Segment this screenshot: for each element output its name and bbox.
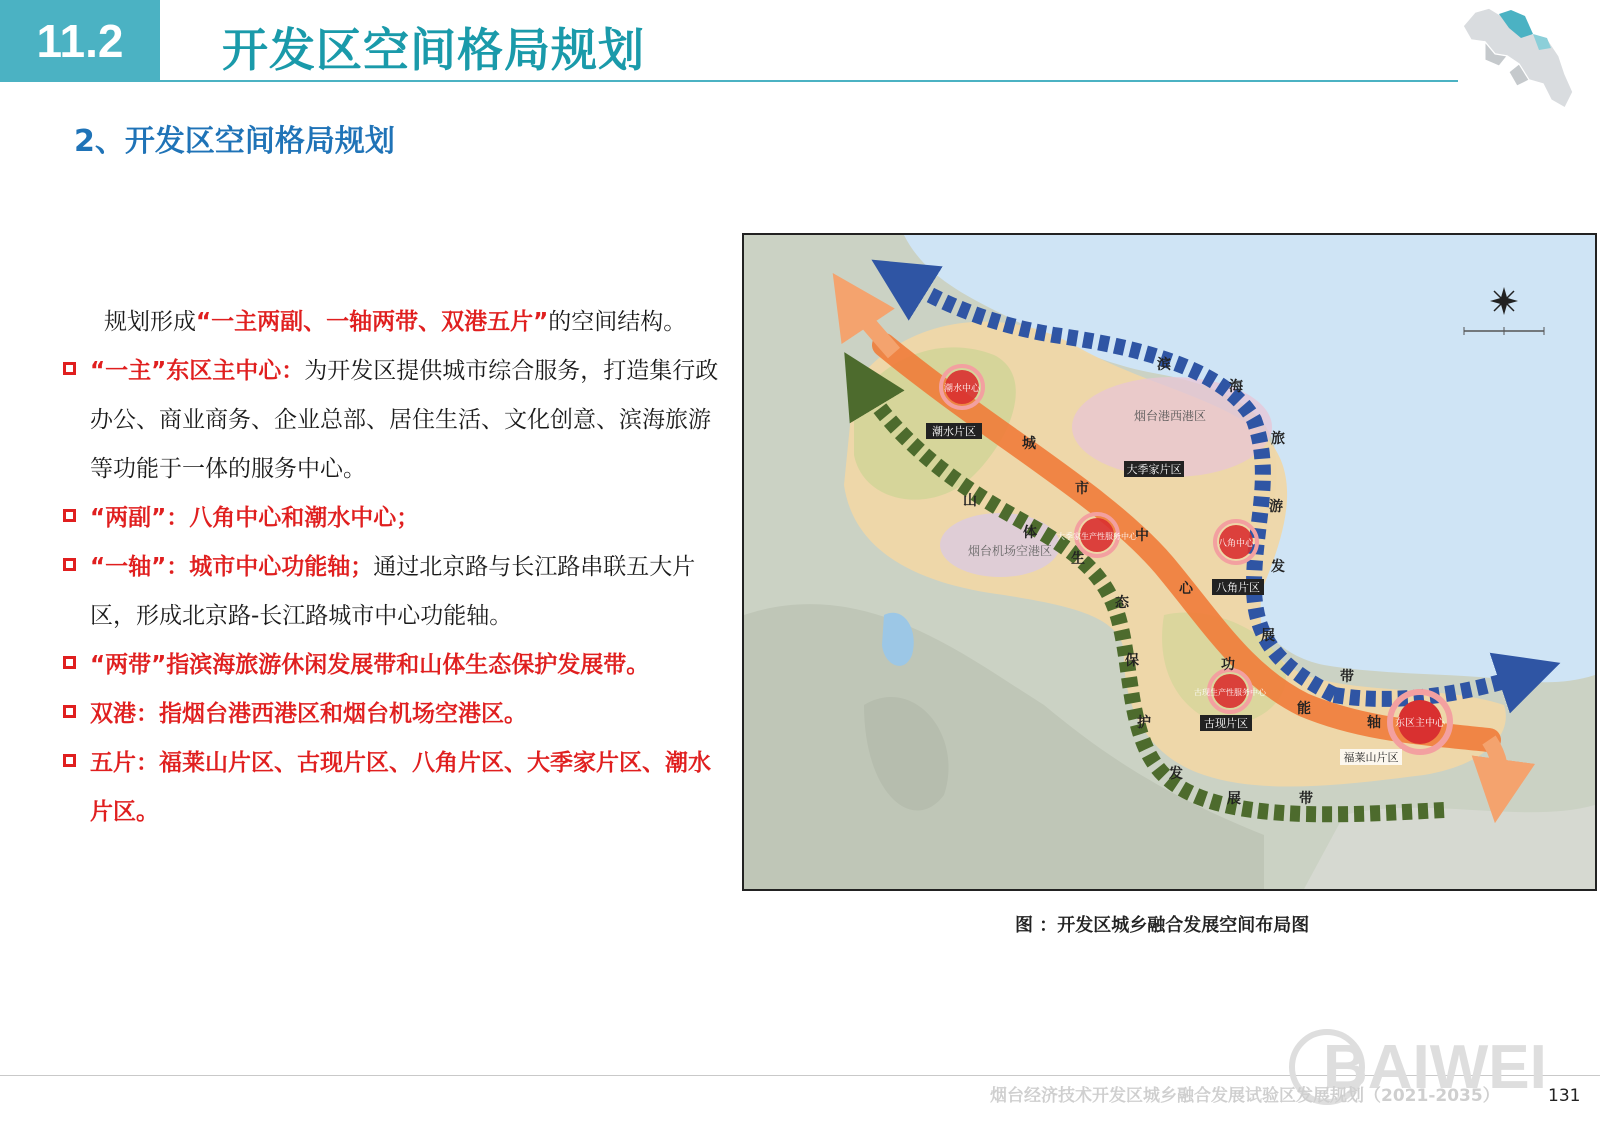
band-char: 护 — [1137, 715, 1151, 731]
bullet-label: 五片：福莱山片区、古现片区、八角片区、大季家片区、潮水片区。 — [90, 750, 711, 825]
center-label: 东区主中心 — [1395, 718, 1445, 729]
band-char: 游 — [1269, 499, 1283, 515]
bullet-item — [60, 543, 725, 641]
axis-char: 市 — [1075, 481, 1089, 497]
checkbox-icon — [63, 362, 76, 375]
band-char: 体 — [1023, 525, 1037, 541]
district-label: 潮水片区 — [932, 425, 976, 438]
axis-char: 能 — [1297, 701, 1311, 717]
band-char: 海 — [1229, 379, 1243, 395]
figure-caption: 图 ：开发区城乡融合发展空间布局图 — [1015, 915, 1310, 936]
band-char: 旅 — [1271, 431, 1285, 447]
center-label: 潮水中心 — [943, 384, 981, 394]
intro-suffix: 的空间结构。 — [548, 309, 687, 335]
text-body — [60, 298, 725, 837]
intro-prefix: 规划形成 — [104, 309, 196, 335]
checkbox-icon — [63, 754, 76, 767]
band-char: 带 — [1340, 669, 1354, 685]
bullet-item — [60, 690, 725, 739]
footer-document-title: 烟台经济技术开发区城乡融合发展试验区发展规划（2021-2035） — [990, 1086, 1500, 1106]
page-title: 开发区空间格局规划 — [222, 23, 645, 77]
bullet-text: 通过北京路与长江路串联五大片区，形成北京路-长江路城市中心功能轴。 — [90, 554, 696, 629]
band-char: 发 — [1271, 559, 1285, 575]
checkbox-icon — [63, 705, 76, 718]
district-label: 八角片区 — [1216, 581, 1260, 594]
intro-highlight: “一主两副、一轴两带、双港五片” — [196, 309, 549, 335]
intro-paragraph — [60, 298, 725, 347]
axis-char: 功 — [1221, 657, 1235, 673]
axis-char: 城 — [1022, 436, 1036, 452]
district-label: 大季家片区 — [1126, 463, 1182, 476]
bullet-item — [60, 347, 725, 494]
section-number: 11.2 — [0, 0, 160, 82]
bullet-label: “一轴”：城市中心功能轴； — [90, 554, 374, 580]
band-char: 态 — [1115, 595, 1129, 611]
axis-char: 轴 — [1367, 715, 1381, 731]
band-char: 滨 — [1157, 357, 1171, 373]
center-label: 大季家生产性服务中心 — [1057, 532, 1137, 541]
bullet-item — [60, 494, 725, 543]
band-char: 山 — [963, 493, 977, 509]
axis-char: 中 — [1135, 528, 1149, 544]
watermark-text: BAIWEI — [1323, 1033, 1547, 1102]
checkbox-icon — [63, 558, 76, 571]
center-label: 古现生产性服务中心 — [1194, 688, 1266, 697]
bullet-label: “一主”东区主中心： — [90, 358, 305, 384]
band-char: 保 — [1125, 653, 1139, 669]
bullet-item — [60, 641, 725, 690]
bullet-item — [60, 739, 725, 837]
band-char: 展 — [1227, 791, 1241, 807]
band-char: 展 — [1261, 628, 1275, 644]
band-char: 发 — [1169, 766, 1183, 782]
bullet-label: “两副”：八角中心和潮水中心； — [90, 505, 420, 531]
port-label: 烟台机场空港区 — [967, 544, 1053, 558]
spatial-layout-map — [742, 233, 1597, 891]
checkbox-icon — [63, 656, 76, 669]
center-label: 八角中心 — [1217, 539, 1255, 549]
district-label: 福莱山片区 — [1343, 751, 1399, 764]
bullet-label: 双港：指烟台港西港区和烟台机场空港区。 — [90, 701, 527, 727]
page-number: 131 — [1548, 1086, 1581, 1106]
bullet-text: 为开发区提供城市综合服务，打造集行政办公、商业商务、企业总部、居住生活、文化创意、滨海旅游等功能于一体的服务中心。 — [90, 358, 719, 482]
port-label: 烟台港西港区 — [1133, 409, 1207, 423]
district-label: 古现片区 — [1204, 717, 1248, 730]
title-rule — [160, 80, 1458, 82]
checkbox-icon — [63, 509, 76, 522]
bullet-label: “两带”指滨海旅游休闲发展带和山体生态保护发展带。 — [90, 652, 650, 678]
section-subtitle: 2、开发区空间格局规划 — [74, 124, 395, 159]
compass-icon — [1490, 287, 1518, 315]
band-char: 带 — [1299, 791, 1313, 807]
band-char: 生 — [1071, 551, 1085, 567]
locator-map-icon — [1455, 4, 1575, 110]
axis-char: 心 — [1179, 581, 1193, 597]
